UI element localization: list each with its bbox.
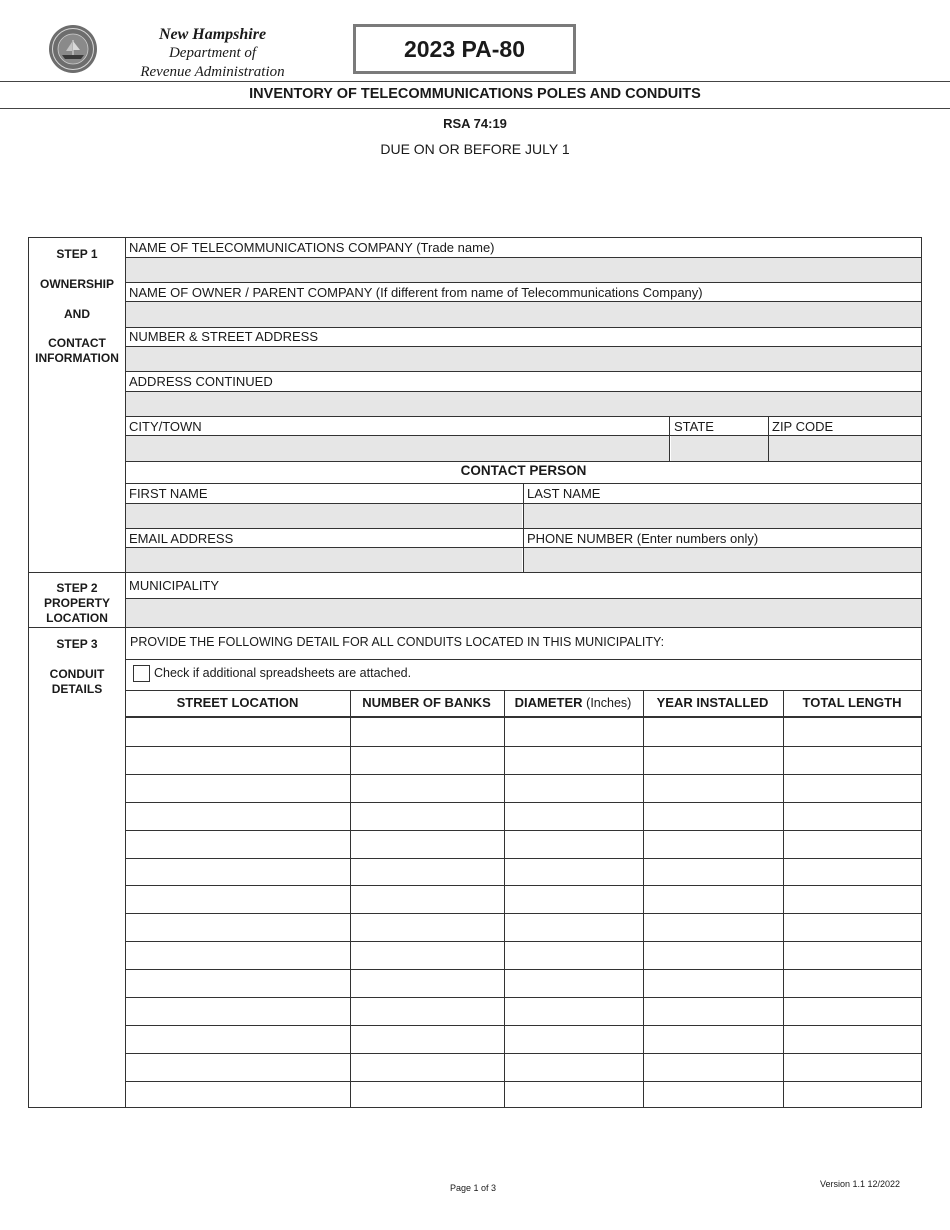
email-label: EMAIL ADDRESS [129,531,234,546]
total-length-cell[interactable] [784,914,921,940]
total-length-cell[interactable] [784,859,921,885]
table-row-divider [126,913,922,914]
step2-label: STEP 2 PROPERTY LOCATION [43,581,110,625]
address-continued-label: ADDRESS CONTINUED [129,374,273,389]
table-row-divider [126,997,922,998]
table-row-divider [126,858,922,859]
diameter-cell[interactable] [505,942,642,968]
street-location-cell[interactable] [127,1082,349,1108]
number-of-banks-cell[interactable] [351,970,503,996]
year-installed-cell[interactable] [644,1054,782,1080]
company-name-input[interactable] [126,258,921,282]
diameter-cell[interactable] [505,831,642,857]
rsa-reference: RSA 74:19 [443,116,507,131]
phone-label: PHONE NUMBER (Enter numbers only) [527,531,759,546]
diameter-cell[interactable] [505,719,642,745]
year-installed-cell[interactable] [644,970,782,996]
street-location-cell[interactable] [127,747,349,773]
number-of-banks-cell[interactable] [351,775,503,801]
municipality-input[interactable] [126,599,921,627]
number-of-banks-cell[interactable] [351,831,503,857]
state-label: STATE [674,419,714,434]
header-divider-bottom [0,108,950,109]
number-of-banks-cell[interactable] [351,998,503,1024]
year-installed-cell[interactable] [644,747,782,773]
col-header-diameter: DIAMETER (Inches) [514,695,632,710]
form-number: 2023 PA-80 [353,24,576,74]
year-installed-cell[interactable] [644,998,782,1024]
state-input[interactable] [671,436,768,461]
street-address-label: NUMBER & STREET ADDRESS [129,329,319,344]
version-label: Version 1.1 12/2022 [820,1179,901,1189]
year-installed-cell[interactable] [644,942,782,968]
total-length-cell[interactable] [784,775,921,801]
agency-state: New Hampshire [158,26,267,43]
street-location-cell[interactable] [127,1054,349,1080]
contact-person-heading: CONTACT PERSON [460,463,587,478]
last-name-label: LAST NAME [527,486,601,501]
address-continued-input[interactable] [126,392,921,416]
total-length-cell[interactable] [784,831,921,857]
street-location-cell[interactable] [127,914,349,940]
additional-spreadsheets-label: Check if additional spreadsheets are attached. [154,666,412,680]
zip-label: ZIP CODE [772,419,834,434]
diameter-cell[interactable] [505,998,642,1024]
table-column-divider [643,690,644,1108]
total-length-cell[interactable] [784,719,921,745]
table-row-divider [126,885,922,886]
year-installed-cell[interactable] [644,1082,782,1108]
diameter-cell[interactable] [505,914,642,940]
street-location-cell[interactable] [127,831,349,857]
municipality-label: MUNICIPALITY [129,578,220,593]
number-of-banks-cell[interactable] [351,1054,503,1080]
frame-right [921,237,922,1108]
street-address-input[interactable] [126,347,921,371]
owner-name-label: NAME OF OWNER / PARENT COMPANY (If different from name of Telecommunications Company) [129,285,703,300]
page-number: Page 1 of 3 [449,1183,497,1193]
year-installed-cell[interactable] [644,914,782,940]
agency-name [120,25,305,82]
header-divider-top [0,81,950,82]
total-length-cell[interactable] [784,886,921,912]
table-column-divider [350,690,351,1108]
diameter-cell[interactable] [505,803,642,829]
street-location-cell[interactable] [127,803,349,829]
col-header-total-length: TOTAL LENGTH [802,695,902,710]
year-installed-cell[interactable] [644,803,782,829]
phone-input[interactable] [524,548,921,572]
diameter-cell[interactable] [505,1082,642,1108]
total-length-cell[interactable] [784,1054,921,1080]
number-of-banks-cell[interactable] [351,942,503,968]
street-location-cell[interactable] [127,775,349,801]
street-location-cell[interactable] [127,719,349,745]
table-row-divider [126,1025,922,1026]
number-of-banks-cell[interactable] [351,719,503,745]
city-input[interactable] [126,436,669,461]
table-row-divider [126,1081,922,1082]
nh-state-seal-logo [48,24,98,74]
table-row-divider [126,830,922,831]
number-of-banks-cell[interactable] [351,803,503,829]
total-length-cell[interactable] [784,942,921,968]
city-label: CITY/TOWN [129,419,202,434]
table-row-divider [126,774,922,775]
total-length-cell[interactable] [784,998,921,1024]
col-header-street-location: STREET LOCATION [176,695,299,710]
step3-label: STEP 3 CONDUIT DETAILS [49,637,105,696]
table-column-divider [783,690,784,1108]
total-length-cell[interactable] [784,803,921,829]
last-name-input[interactable] [524,504,921,528]
frame-top [28,237,922,238]
col-header-number-of-banks: NUMBER OF BANKS [362,695,491,710]
total-length-cell[interactable] [784,1082,921,1108]
company-name-label: NAME OF TELECOMMUNICATIONS COMPANY (Trade name) [129,240,495,255]
email-input[interactable] [126,548,522,572]
year-installed-cell[interactable] [644,859,782,885]
year-installed-cell[interactable] [644,831,782,857]
total-length-cell[interactable] [784,747,921,773]
additional-spreadsheets-checkbox[interactable] [133,665,150,682]
table-row-divider [126,746,922,747]
step1-bottom [28,572,922,573]
agency-division: Revenue Administration [140,64,285,80]
year-installed-cell[interactable] [644,775,782,801]
table-row-divider [126,969,922,970]
table-row-divider [126,1053,922,1054]
diameter-cell[interactable] [505,1054,642,1080]
number-of-banks-cell[interactable] [351,1026,503,1052]
table-row-divider [126,941,922,942]
table-column-divider [504,690,505,1108]
total-length-cell[interactable] [784,970,921,996]
number-of-banks-cell[interactable] [351,859,503,885]
street-location-cell[interactable] [127,1026,349,1052]
diameter-cell[interactable] [505,859,642,885]
street-location-cell[interactable] [127,998,349,1024]
form-title: INVENTORY OF TELECOMMUNICATIONS POLES AND CONDUITS [249,86,701,102]
year-installed-cell[interactable] [644,1026,782,1052]
agency-department: Department of [168,45,257,61]
col-header-year-installed: YEAR INSTALLED [656,695,769,710]
street-location-cell[interactable] [127,970,349,996]
number-of-banks-cell[interactable] [351,914,503,940]
zip-input[interactable] [769,436,921,461]
conduit-instruction: PROVIDE THE FOLLOWING DETAIL FOR ALL CONDUITS LOCATED IN THIS MUNICIPALITY: [130,635,665,649]
year-installed-cell[interactable] [644,719,782,745]
due-date: DUE ON OR BEFORE JULY 1 [380,141,570,157]
diameter-cell[interactable] [505,886,642,912]
diameter-cell[interactable] [505,970,642,996]
number-of-banks-cell[interactable] [351,886,503,912]
step2-bottom [28,627,922,628]
total-length-cell[interactable] [784,1026,921,1052]
diameter-cell[interactable] [505,1026,642,1052]
diameter-cell[interactable] [505,775,642,801]
year-installed-cell[interactable] [644,886,782,912]
diameter-cell[interactable] [505,747,642,773]
owner-name-input[interactable] [126,302,921,327]
first-name-label: FIRST NAME [129,486,208,501]
street-location-cell[interactable] [127,942,349,968]
step1-label: STEP 1 OWNERSHIP AND CONTACT INFORMATION [35,247,119,365]
number-of-banks-cell[interactable] [351,747,503,773]
street-location-cell[interactable] [127,886,349,912]
first-name-input[interactable] [126,504,522,528]
number-of-banks-cell[interactable] [351,1082,503,1108]
street-location-cell[interactable] [127,859,349,885]
table-row-divider [126,802,922,803]
